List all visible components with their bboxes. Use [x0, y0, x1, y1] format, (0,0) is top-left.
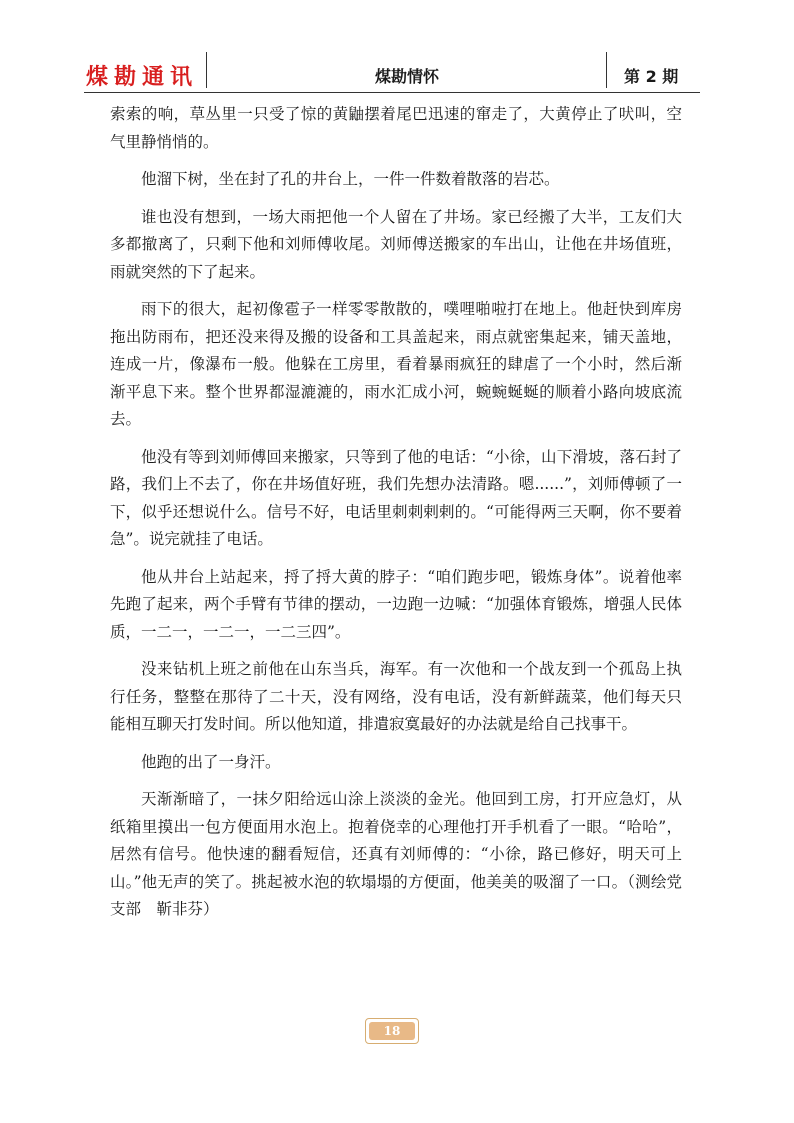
- paragraph: 谁也没有想到，一场大雨把他一个人留在了井场。家已经搬了大半，工友们大多都撤离了，只剩下他和刘师傅收尾。刘师傅送搬家的车出山，让他在井场值班，雨就突然的下了起来。: [110, 207, 682, 281]
- header-divider-left: [206, 52, 207, 88]
- page-header: [84, 52, 700, 92]
- article-body: [110, 101, 682, 934]
- paragraph: 没来钻机上班之前他在山东当兵，海军。有一次他和一个战友到一个孤岛上执行任务，整整在那待了二十天，没有网络，没有电话，没有新鲜蔬菜，他们每天只能相互聊天打发时间。所以他知道，排遣寂寞最好的办法就是给自己找事干。: [110, 660, 682, 733]
- issue-number: 第 2 期: [624, 67, 679, 86]
- header-divider-right: [606, 52, 607, 88]
- paragraph: 雨下的很大，起初像雹子一样零零散散的，噗哩啪啦打在地上。他赶快到库房拖出防雨布，把还没来得及搬的设备和工具盖起来，雨点就密集起来，铺天盖地，连成一片，像瀑布一般。他躲在工房里，看着暴雨疯狂的肆虐了一个小时，然后渐渐平息下来。整个世界都湿漉漉的，雨水汇成小河，蜿蜿蜒蜒的顺着小路向坡底流去。: [110, 300, 682, 428]
- section-title: 煤勘情怀: [374, 67, 439, 86]
- page-number: 18: [369, 1022, 415, 1040]
- publication-brand: 煤勘通讯: [86, 65, 199, 90]
- paragraph: 他溜下树，坐在封了孔的井台上，一件一件数着散落的岩芯。: [141, 170, 560, 188]
- header-rule: [84, 92, 700, 93]
- page-number-badge: [365, 1018, 419, 1044]
- paragraph: 他跑的出了一身汗。: [141, 752, 281, 771]
- paragraph-continuation: 索索的响，草丛里一只受了惊的黄鼬摆着尾巴迅速的窜走了，大黄停止了吠叫，空气里静悄悄的。: [110, 105, 682, 151]
- paragraph: 他没有等到刘师傅回来搬家，只等到了他的电话：“小徐，山下滑坡，落石封了路，我们上不去了，你在井场值好班，我们先想办法清路。嗯......”，刘师傅顿了一下，似乎还想说什么。信号不好，电话里刺刺剌剌的。“可能得两三天啊，你不要着急”。说完就挂了电话。: [110, 447, 682, 548]
- paragraph: 他从井台上站起来，捋了捋大黄的脖子：“咱们跑步吧，锻炼身体”。说着他率先跑了起来，两个手臂有节律的摆动，一边跑一边喊：“加强体育锻炼，增强人民体质，一二一，一二一，一二三四”。: [110, 567, 682, 641]
- paragraph: 天渐渐暗了，一抹夕阳给远山涂上淡淡的金光。他回到工房，打开应急灯，从纸箱里摸出一包方便面用水泡上。抱着侥幸的心理他打开手机看了一眼。“哈哈”，居然有信号。他快速的翻看短信，还真有刘师傅的：“小徐，路已修好，明天可上山。”他无声的笑了。挑起被水泡的软塌塌的方便面，他美美的吸溜了一口。（测绘党支部 靳非芬）: [110, 790, 682, 918]
